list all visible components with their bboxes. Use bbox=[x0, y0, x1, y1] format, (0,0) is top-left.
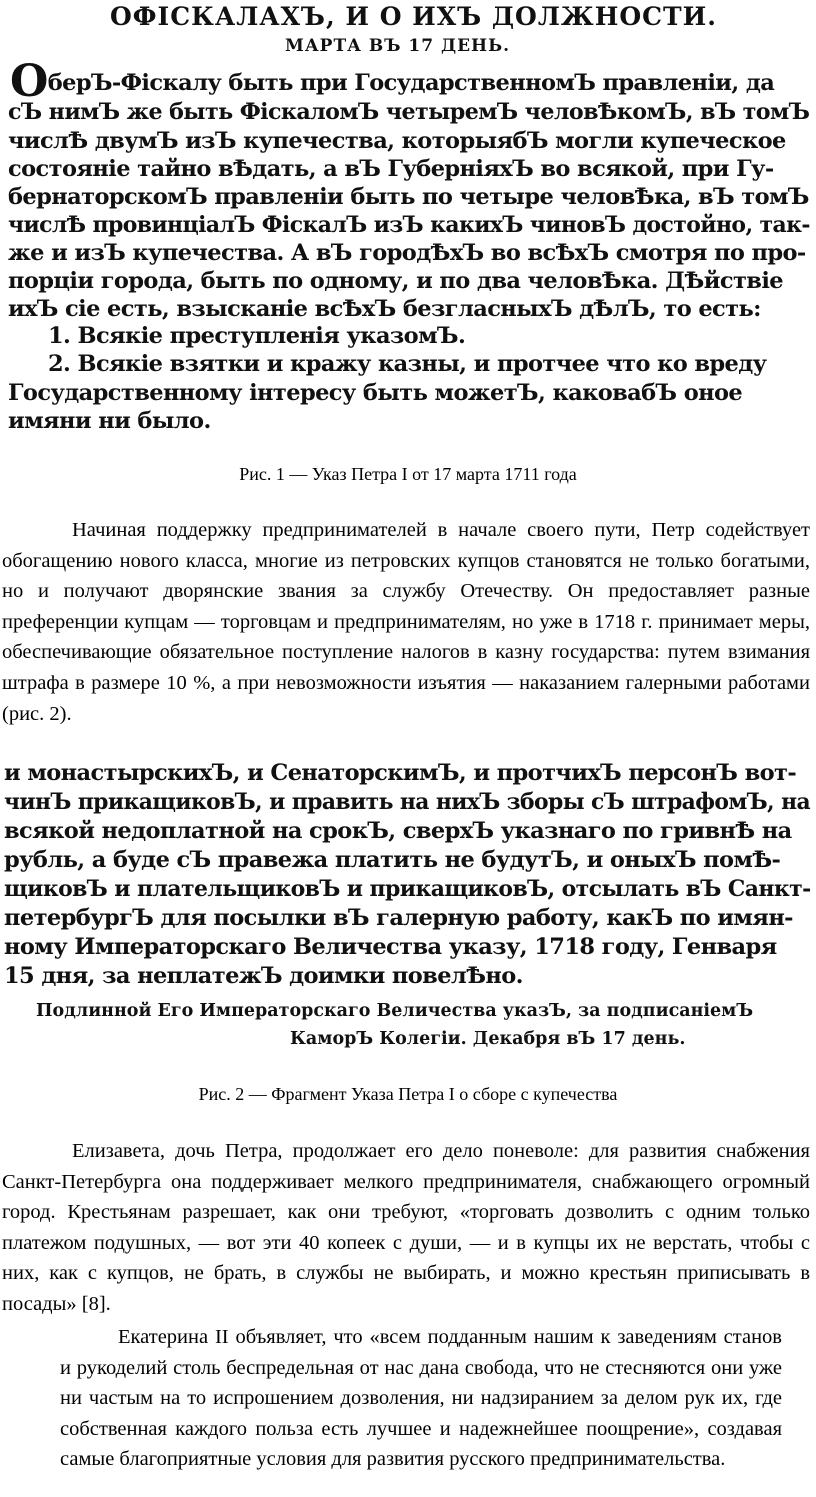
decree-line bbox=[10, 56, 775, 107]
body-paragraph bbox=[2, 515, 810, 729]
decree-line: имяни ни было. bbox=[8, 408, 211, 434]
decree-line: рубль, а буде сЪ правежа платить не будутЪ, и оныхЪ помѢ- bbox=[4, 847, 781, 873]
indented-paragraph bbox=[60, 1322, 782, 1475]
decree-line: ному Императорскаго Величества указу, 1718 году, Генваря bbox=[4, 934, 777, 960]
decree-line: 2. Всякіе взятки и кражу казны, и протчее что ко вреду bbox=[48, 351, 767, 377]
decree-line: и монастырскихЪ, и СенаторскимЪ, и протчихЪ персонЪ вот- bbox=[4, 760, 797, 786]
decree-signature-line: КаморЪ Колегіи. Декабря вЪ 17 день. bbox=[290, 1029, 686, 1049]
paragraph-text: Елизавета, дочь Петра, продолжает его дело поневоле: для развития снабжения Санкт-Петербурга она поддерживает мелкого предпринимателя, снабжающего огромный город. Крестьянам разрешает, как они требуют, «торговать дозволить с одним только платежом подушных, — вот эти 40 копеек с души, — и в купцы их не верстать, чтобы с них, как с купцов, не брать, в службы не выбирать, и можно крестьян приписывать в посады» [8]. bbox=[2, 1140, 810, 1315]
figure-1-caption: Рис. 1 — Указ Петра I от 17 марта 1711 года bbox=[239, 464, 577, 484]
decree-line: 1. Всякіе преступленія указомЪ. bbox=[48, 323, 466, 349]
decree-initial-letter: О bbox=[10, 56, 48, 107]
paragraph-text: Начиная поддержку предпринимателей в начале своего пути, Петр содействует обогащению нового класса, многие из петровских купцов становятся не только богатыми, но и получают дворянские звания за службу Отечеству. Он предоставляет разные преференции купцам — торговцам и предпринимателям, но уже в 1718 г. принимает меры, обеспечивающие обязательное поступление налогов в казну государства: путем взимания штрафа в размере 10 %, а при невозможности изъятия — наказанием галерными работами (рис. 2). bbox=[2, 519, 810, 725]
decree-line: числѢ провинціалЪ ФіскалЪ изЪ какихЪ чиновЪ достойно, так- bbox=[8, 212, 810, 238]
body-paragraph bbox=[2, 1136, 810, 1320]
decree-line: числѢ двумЪ изЪ купечества, которыябЪ могли купеческое bbox=[8, 128, 786, 154]
decree-line: порціи города, быть по одному, и по два человѢка. ДѢйствіе bbox=[8, 268, 783, 294]
decree-line: же и изЪ купечества. А вЪ городѢхЪ во всѢхЪ смотря по про- bbox=[8, 240, 806, 266]
decree-line: 15 дня, за неплатежЪ доимки повелѢно. bbox=[4, 963, 523, 989]
figure-2-decree-scan bbox=[0, 756, 816, 1056]
decree-signature-line: Подлинной Его Императорскаго Величества указЪ, за подписаніемЪ bbox=[36, 1001, 754, 1021]
decree-line: бернаторскомЪ правленіи быть по четыре человѢка, вЪ томЪ bbox=[8, 184, 809, 210]
decree-line: состояніе тайно вѢдать, а вЪ ГуберніяхЪ во всякой, при Гу- bbox=[8, 156, 774, 182]
decree-date: МАРТА ВЪ 17 ДЕНЬ. bbox=[285, 36, 511, 56]
figure-1-decree-scan bbox=[0, 0, 816, 440]
decree-line: щиковЪ и плательщиковЪ и прикащиковЪ, отсылать вЪ Санкт- bbox=[4, 876, 811, 902]
decree-line: чинЪ прикащиковЪ, и править на нихЪ зборы сЪ штрафомЪ, на bbox=[4, 789, 811, 815]
decree-line: петербургЪ для посылки вЪ галерную работу, какЪ по имян- bbox=[4, 905, 793, 931]
decree-line: Государственному інтересу быть можетЪ, каковабЪ оное bbox=[8, 380, 743, 406]
decree-line: сЪ нимЪ же быть ФіскаломЪ четыремЪ человѢкомЪ, вЪ томЪ bbox=[8, 99, 810, 125]
decree-line: всякой недоплатной на срокЪ, сверхЪ указнаго по гривнѢ на bbox=[4, 818, 792, 844]
decree-title: ОФІСКАЛАХЪ, И О ИХЪ ДОЛЖНОСТИ. bbox=[110, 2, 717, 31]
paragraph-text: Екатерина II объявляет, что «всем подданным нашим к заведениям станов и рукоделий столь беспредельная от нас дана свобода, что не стесняются они уже ни частым на то испрошением дозволения, ни надзиранием за делом рук их, где собственная каждого польза есть лучшее и надежнейшее поощрение», создавая самые благоприятные условия для развития русского предпринимательства. bbox=[60, 1326, 782, 1471]
decree-line: ихЪ сіе есть, взысканіе всѢхЪ безгласныхЪ дѢлЪ, то есть: bbox=[8, 296, 761, 322]
figure-2-caption: Рис. 2 — Фрагмент Указа Петра I о сборе с купечества bbox=[198, 1084, 618, 1104]
decree-line-text: берЪ-Фіскалу быть при ГосударственномЪ правленіи, да bbox=[47, 70, 775, 96]
